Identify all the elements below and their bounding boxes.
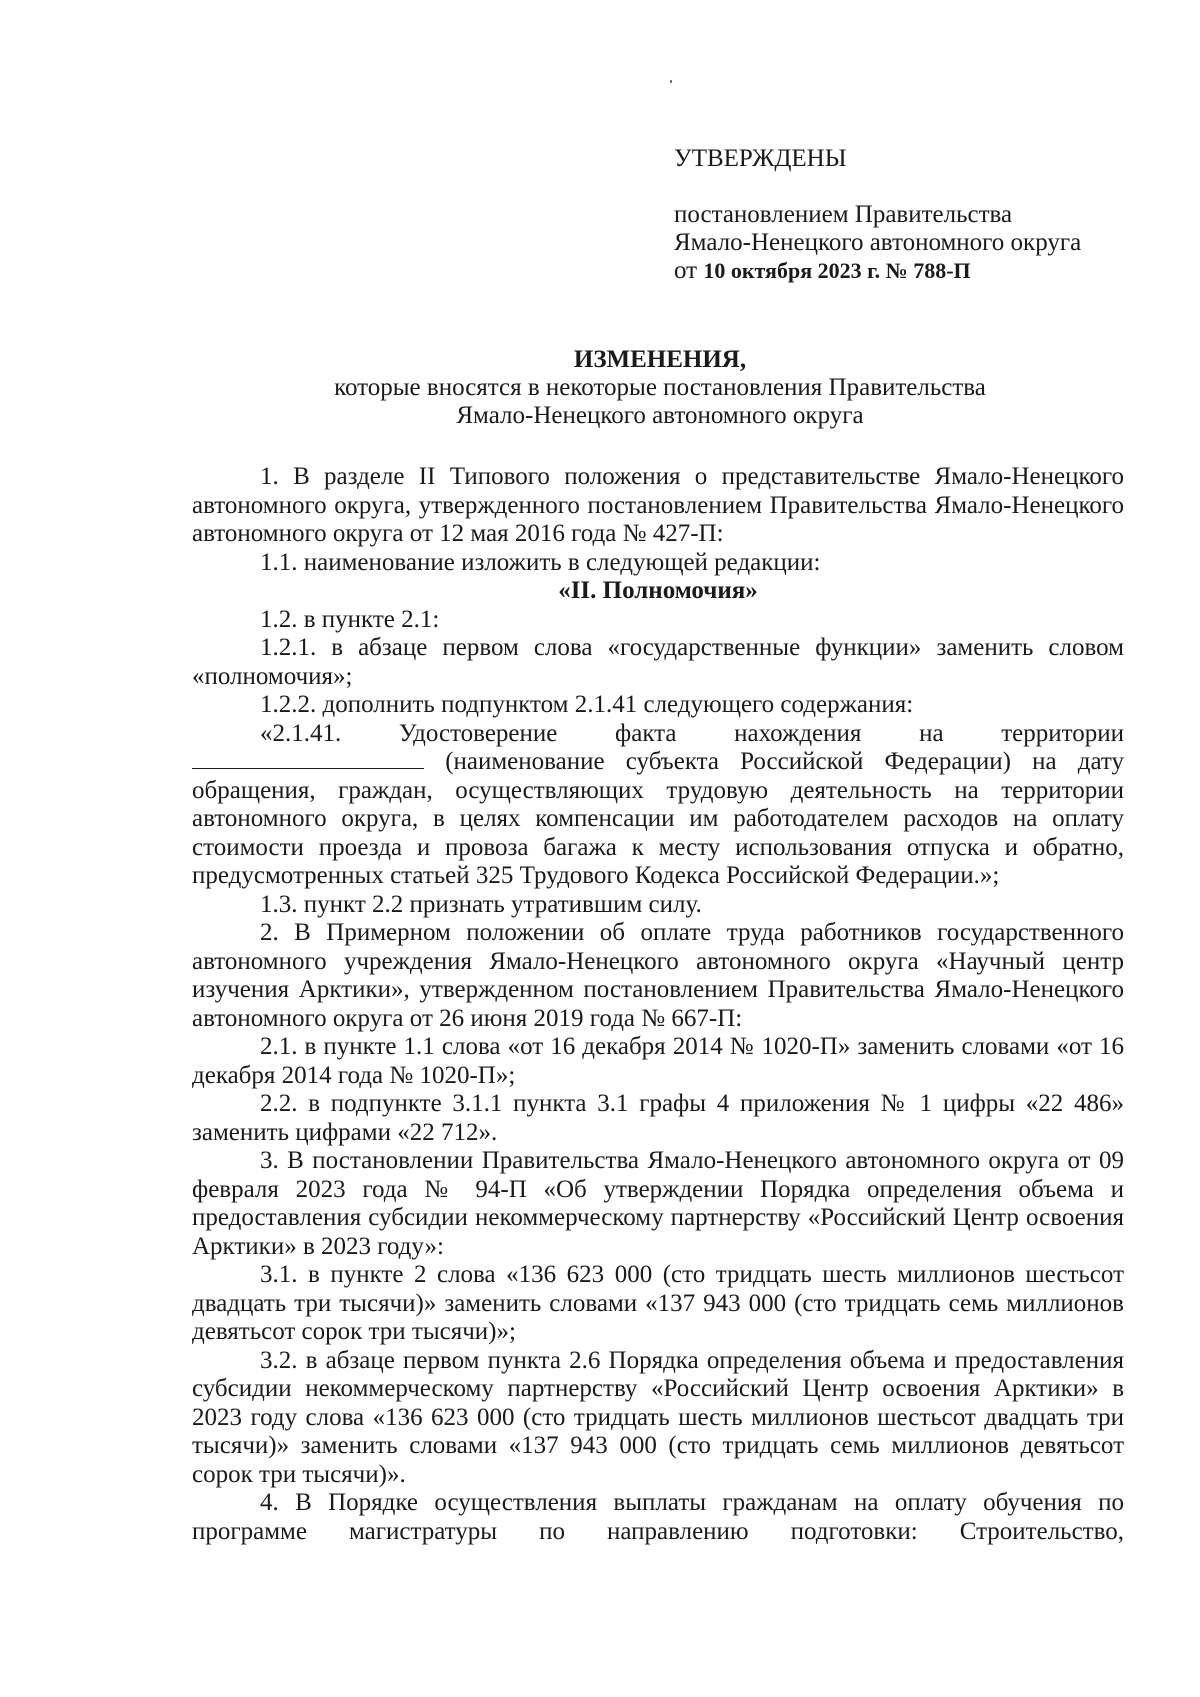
approval-date-prefix: от	[674, 257, 698, 284]
paragraph-1-2-2: 1.2.2. дополнить подпунктом 2.1.41 следующего содержания:	[260, 691, 914, 718]
approval-date-number: 10 октября 2023 г. № 788-П	[703, 258, 971, 283]
document-title: ИЗМЕНЕНИЯ,	[573, 346, 747, 373]
paragraph-1-1: 1.1. наименование изложить в следующей редакции:	[260, 548, 821, 576]
paragraph-4: 4. В Порядке осуществления выплаты гражданам на оплату обучения по программе магистратуры по направлению подготовки: Строительство,	[192, 1489, 1124, 1545]
paragraph-3-1: 3.1. в пункте 2 слова «136 623 000 (сто тридцать шесть миллионов шестьсот двадцать три тысячи)» заменить словами «137 943 000 (сто тридцать семь миллионов девятьсот сорок три тысячи)»;	[192, 1261, 1124, 1345]
approval-line-2: Ямало-Ненецкого автономного округа	[674, 229, 1082, 256]
paragraph-1-3: 1.3. пункт 2.2 признать утратившим силу.	[260, 890, 702, 918]
approval-line-3	[674, 257, 1154, 285]
document-body	[192, 463, 1124, 1546]
paragraph-2-1-41-cont	[192, 748, 1124, 891]
blank-fill-line	[192, 750, 424, 769]
paragraph-2-1-41-text: (наименование субъекта Российской Федерации) на дату обращения, граждан, осуществляющих трудовую деятельность на территории автономного округа, в целях компенсации им работодателем расходов на оплату стоимости проезда и провоза багажа к месту использования отпуска и обратно, предусмотренных статьей 325 Трудового Кодекса Российской Федерации.»;	[192, 748, 1125, 889]
document-heading	[195, 346, 1125, 430]
approval-title: УТВЕРЖДЕНЫ	[674, 145, 847, 172]
approval-line-1: постановлением Правительства	[674, 201, 1013, 228]
scan-speck	[670, 80, 672, 83]
paragraph-3-2: 3.2. в абзаце первом пункта 2.6 Порядка определения объема и предоставления субсидии некоммерческому партнерству «Российский Центр освоения Арктики» в 2023 году слова «136 623 000 (сто тридцать шесть миллионов шестьсот двадцать три тысячи)» заменить словами «137 943 000 (сто тридцать семь миллионов девятьсот сорок три тысячи)».	[192, 1346, 1124, 1488]
document-subtitle-line-2: Ямало-Ненецкого автономного округа	[456, 402, 864, 429]
paragraph-2-2: 2.2. в подпункте 3.1.1 пункта 3.1 графы 4 приложения № 1 цифры «22 486» заменить цифрами «22 712».	[192, 1090, 1124, 1146]
paragraph-1-2: 1.2. в пункте 2.1:	[260, 605, 440, 633]
document-subtitle-line-1: которые вносятся в некоторые постановления Правительства	[334, 374, 986, 401]
paragraph-3: 3. В постановлении Правительства Ямало-Ненецкого автономного округа от 09 февраля 2023 года № 94-П «Об утверждении Порядка определения объема и предоставления субсидии некоммерческому партнерству «Российский Центр освоения Арктики» в 2023 году»:	[192, 1147, 1124, 1260]
paragraph-2: 2. В Примерном положении об оплате труда работников государственного автономного учреждения Ямало-Ненецкого автономного округа «Научный центр изучения Арктики», утвержденном постановлением Правительства Ямало-Ненецкого автономного округа от 26 июня 2019 года № 667-П:	[192, 919, 1124, 1032]
paragraph-new-title: «II. Полномочия»	[558, 577, 758, 604]
paragraph-1: 1. В разделе II Типового положения о представительстве Ямало-Ненецкого автономного округа, утвержденного постановлением Правительства Ямало-Ненецкого автономного округа от 12 мая 2016 года № 427-П:	[192, 463, 1124, 547]
paragraph-1-2-1: 1.2.1. в абзаце первом слова «государственные функции» заменить словом «полномочия»;	[192, 634, 1124, 690]
paragraph-2-1-41-start: «2.1.41. Удостоверение факта нахождения на территории	[260, 719, 1124, 747]
approval-block	[674, 145, 1154, 285]
paragraph-2-1: 2.1. в пункте 1.1 слова «от 16 декабря 2014 № 1020-П» заменить словами «от 16 декабря 2014 года № 1020-П»;	[192, 1033, 1124, 1089]
